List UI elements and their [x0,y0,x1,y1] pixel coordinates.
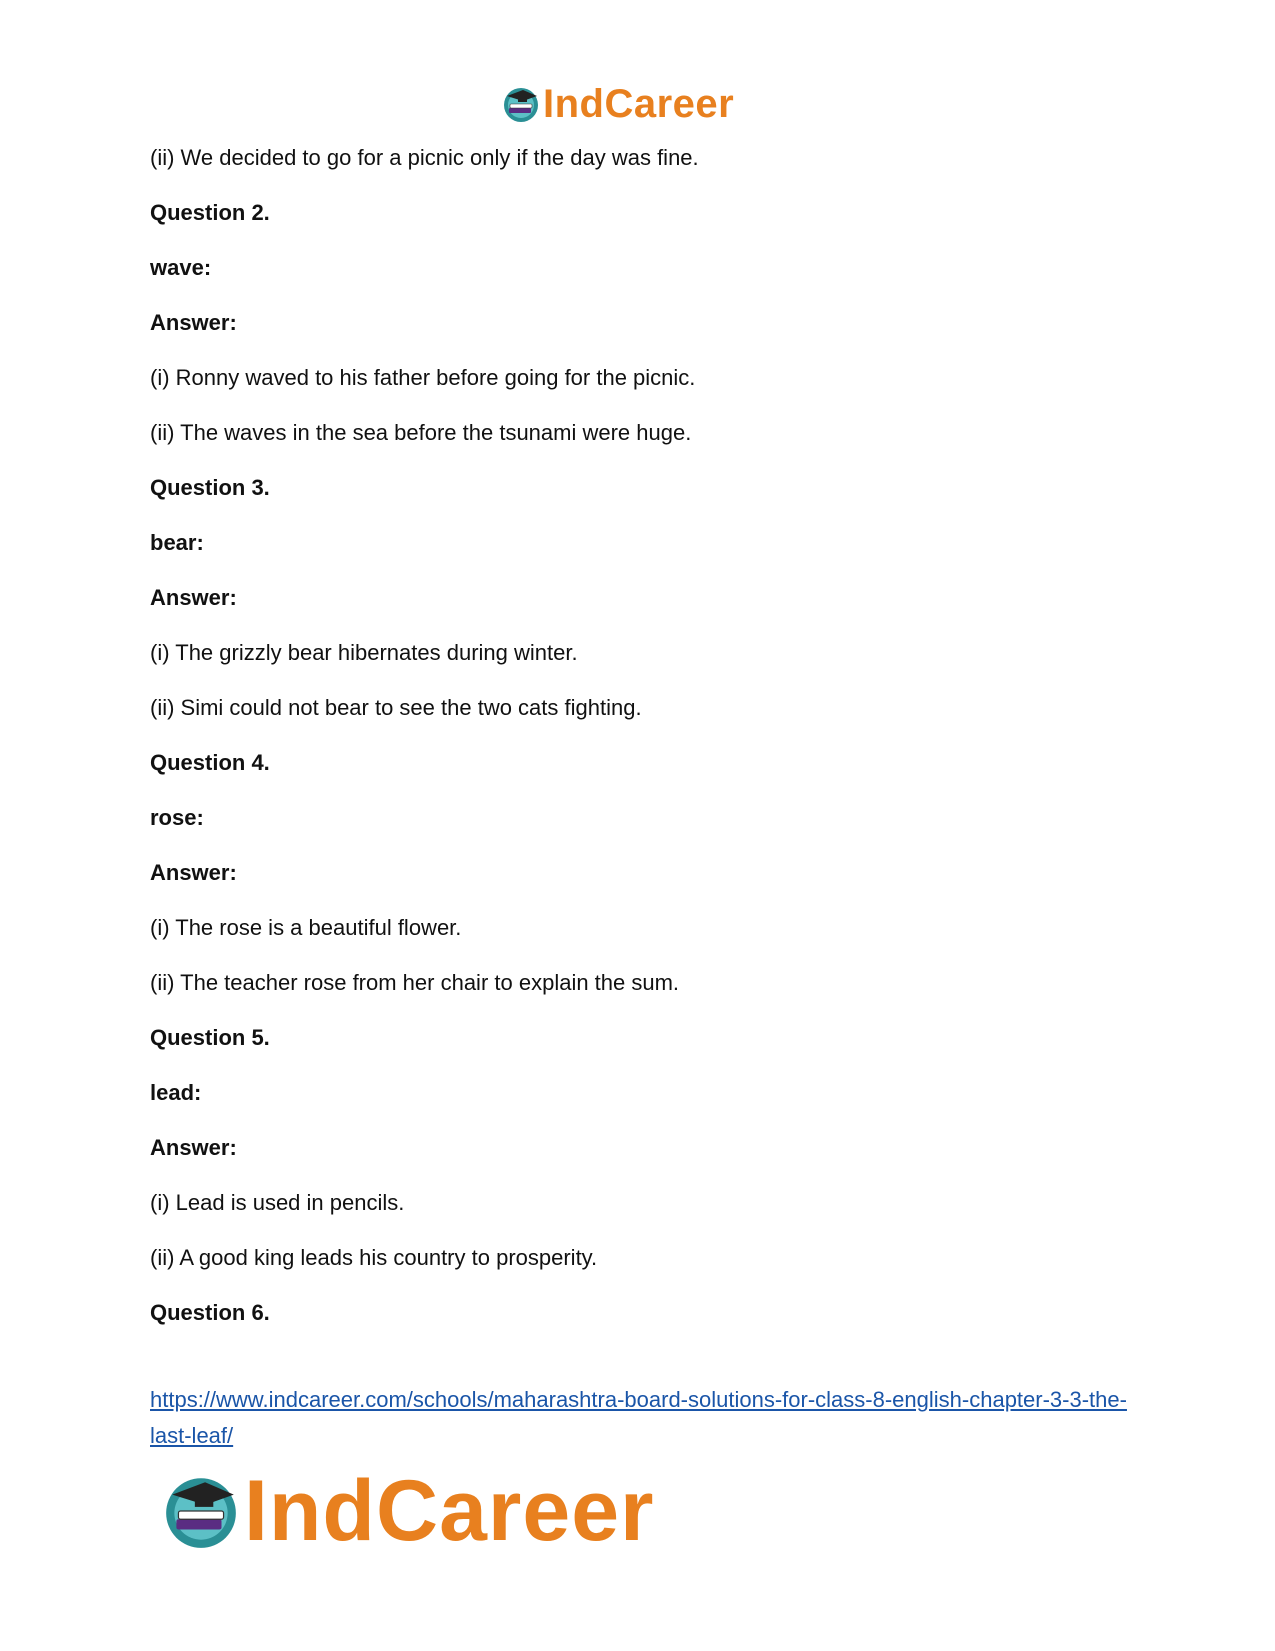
footer-logo [160,1465,655,1557]
heading-line: bear: [150,530,204,555]
heading-line: Question 4. [150,750,270,775]
text-line: (i) The rose is a beautiful flower. [150,915,462,940]
text-line: (ii) We decided to go for a picnic only if the day was fine. [150,145,699,170]
heading-line: Answer: [150,310,237,335]
brand-name: IndCareer [244,1463,655,1559]
heading-line: Answer: [150,585,237,610]
brand-name: IndCareer [543,82,735,126]
document-body [150,143,1130,1353]
heading-line: wave: [150,255,212,280]
graduation-cap-book-globe-icon [501,84,541,124]
heading-line: Question 5. [150,1025,270,1050]
text-line: (ii) The teacher rose from her chair to explain the sum. [150,970,680,995]
text-line: (ii) The waves in the sea before the tsunami were huge. [150,420,692,445]
heading-line: lead: [150,1080,202,1105]
heading-line: Question 6. [150,1300,270,1325]
text-line: (ii) A good king leads his country to prosperity. [150,1245,598,1270]
text-line: (i) Lead is used in pencils. [150,1190,405,1215]
heading-line: Answer: [150,1135,237,1160]
graduation-cap-book-globe-icon [160,1470,242,1552]
source-link[interactable]: https://www.indcareer.com/schools/maharashtra-board-solutions-for-class-8-english-chapter-3-3-the-last-leaf/ [150,1387,1127,1448]
text-line: (i) Ronny waved to his father before going for the picnic. [150,365,696,390]
text-line: (i) The grizzly bear hibernates during winter. [150,640,578,665]
heading-line: Question 3. [150,475,270,500]
heading-line: Answer: [150,860,237,885]
header-logo [501,80,734,128]
heading-line: Question 2. [150,200,270,225]
text-line: (ii) Simi could not bear to see the two cats fighting. [150,695,642,720]
heading-line: rose: [150,805,204,830]
